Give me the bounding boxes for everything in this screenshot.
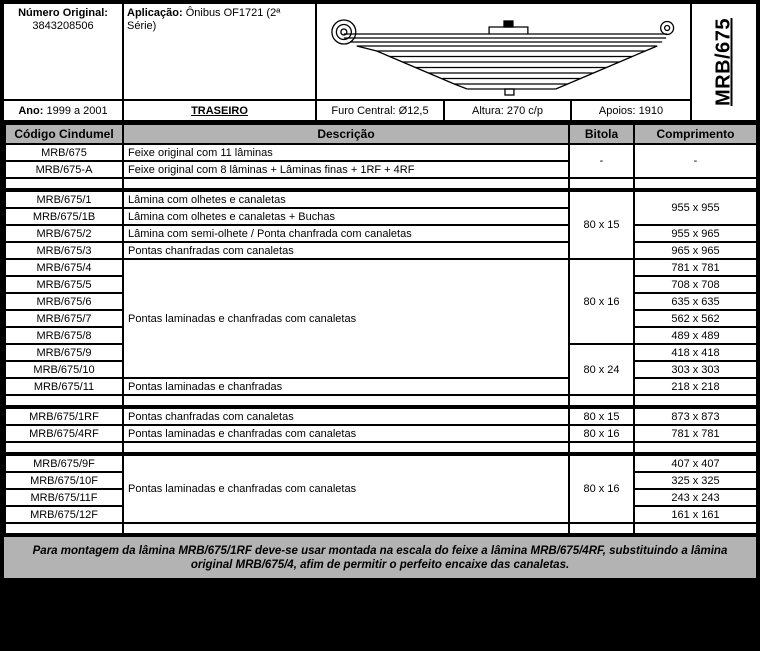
code-cell: MRB/675/10F [5,472,123,489]
parts-table [4,123,758,535]
table-row [5,242,757,259]
empty-cell [634,178,757,189]
empty-cell [634,523,757,534]
height-cell: Altura: 270 c/p [445,101,570,120]
code-cell: MRB/675/9 [5,344,123,361]
desc-cell: Lâmina com olhetes e canaletas [123,191,569,208]
bitola-cell: 80 x 16 [569,455,634,523]
empty-row [5,523,757,534]
empty-cell [123,395,569,406]
table-row [5,425,757,442]
original-number-cell [4,4,122,99]
empty-cell [5,442,123,453]
comp-cell: 407 x 407 [634,455,757,472]
model-code-cell [692,4,756,120]
original-number-value: 3843208506 [32,20,94,32]
table-row [5,408,757,425]
code-cell: MRB/675/10 [5,361,123,378]
bitola-cell: 80 x 15 [569,408,634,425]
center-hole-cell: Furo Central: Ø12,5 [317,101,443,120]
supports-cell: Apoios: 1910 [572,101,690,120]
empty-cell [123,442,569,453]
table-row [5,455,757,472]
code-cell: MRB/675/1RF [5,408,123,425]
desc-cell: Pontas laminadas e chanfradas com canaletas [123,455,569,523]
code-cell: MRB/675/5 [5,276,123,293]
comp-cell: 635 x 635 [634,293,757,310]
bitola-cell: 80 x 16 [569,425,634,442]
code-cell: MRB/675/4 [5,259,123,276]
empty-cell [569,178,634,189]
code-cell: MRB/675/8 [5,327,123,344]
year-value: 1999 a 2001 [46,104,108,117]
empty-row [5,442,757,453]
application-value: Ônibus OF1721 (2ª Série) [127,7,281,32]
empty-row [5,178,757,189]
table-row [5,191,757,208]
table-header-row [5,124,757,144]
code-cell: MRB/675/11F [5,489,123,506]
empty-cell [5,178,123,189]
model-code: MRB/675 [712,18,735,106]
comp-cell: 873 x 873 [634,408,757,425]
header-comp: Comprimento [634,124,757,144]
header-bitola: Bitola [569,124,634,144]
code-cell: MRB/675/9F [5,455,123,472]
desc-cell: Pontas laminadas e chanfradas com canaletas [123,425,569,442]
leaf-spring-diagram [317,4,690,99]
header-code: Código Cindumel [5,124,123,144]
code-cell: MRB/675/6 [5,293,123,310]
header-desc: Descrição [123,124,569,144]
desc-cell: Pontas chanfradas com canaletas [123,408,569,425]
empty-cell [123,178,569,189]
comp-cell: 218 x 218 [634,378,757,395]
assembly-note: Para montagem da lâmina MRB/675/1RF deve-se usar montada na escala do feixe a lâmina MRB/675/4RF, substituindo a lâmina original MRB/675/4, afim de permitir o perfeito encaixe das canaletas. [4,537,756,578]
empty-row [5,395,757,406]
empty-cell [123,523,569,534]
desc-cell: Lâmina com semi-olhete / Ponta chanfrada com canaletas [123,225,569,242]
desc-cell: Pontas laminadas e chanfradas com canaletas [123,259,569,378]
code-cell: MRB/675 [5,144,123,161]
bitola-cell: 80 x 24 [569,344,634,395]
comp-cell: 418 x 418 [634,344,757,361]
code-cell: MRB/675-A [5,161,123,178]
comp-cell: 161 x 161 [634,506,757,523]
comp-cell: 965 x 965 [634,242,757,259]
position-cell: TRASEIRO [124,101,315,120]
comp-cell: - [634,144,757,178]
empty-cell [569,395,634,406]
comp-cell: 955 x 965 [634,225,757,242]
comp-cell: 303 x 303 [634,361,757,378]
leaf-spring-drawing-icon [317,4,690,99]
bitola-cell: - [569,144,634,178]
year-label: Ano: [18,104,44,117]
empty-cell [5,523,123,534]
empty-cell [569,523,634,534]
bitola-cell: 80 x 15 [569,191,634,259]
code-cell: MRB/675/3 [5,242,123,259]
bitola-cell: 80 x 16 [569,259,634,344]
comp-cell: 708 x 708 [634,276,757,293]
empty-cell [569,442,634,453]
comp-cell: 781 x 781 [634,425,757,442]
application-cell [124,4,315,99]
year-cell [4,101,122,120]
table-row [5,144,757,161]
desc-cell: Pontas laminadas e chanfradas [123,378,569,395]
comp-cell: 562 x 562 [634,310,757,327]
empty-cell [634,442,757,453]
comp-cell: 243 x 243 [634,489,757,506]
desc-cell: Feixe original com 11 lâminas [123,144,569,161]
empty-cell [634,395,757,406]
comp-cell: 955 x 955 [634,191,757,225]
comp-cell: 325 x 325 [634,472,757,489]
table-row [5,378,757,395]
code-cell: MRB/675/11 [5,378,123,395]
table-row [5,225,757,242]
code-cell: MRB/675/12F [5,506,123,523]
code-cell: MRB/675/1 [5,191,123,208]
empty-cell [5,395,123,406]
code-cell: MRB/675/2 [5,225,123,242]
desc-cell: Pontas chanfradas com canaletas [123,242,569,259]
header-section [4,4,756,120]
code-cell: MRB/675/7 [5,310,123,327]
code-cell: MRB/675/4RF [5,425,123,442]
code-cell: MRB/675/1B [5,208,123,225]
original-number-label: Número Original: [18,7,108,19]
comp-cell: 489 x 489 [634,327,757,344]
desc-cell: Feixe original com 8 lâminas + Lâminas finas + 1RF + 4RF [123,161,569,178]
application-label: Aplicação: [127,7,183,19]
desc-cell: Lâmina com olhetes e canaletas + Buchas [123,208,569,225]
table-row [5,259,757,276]
comp-cell: 781 x 781 [634,259,757,276]
